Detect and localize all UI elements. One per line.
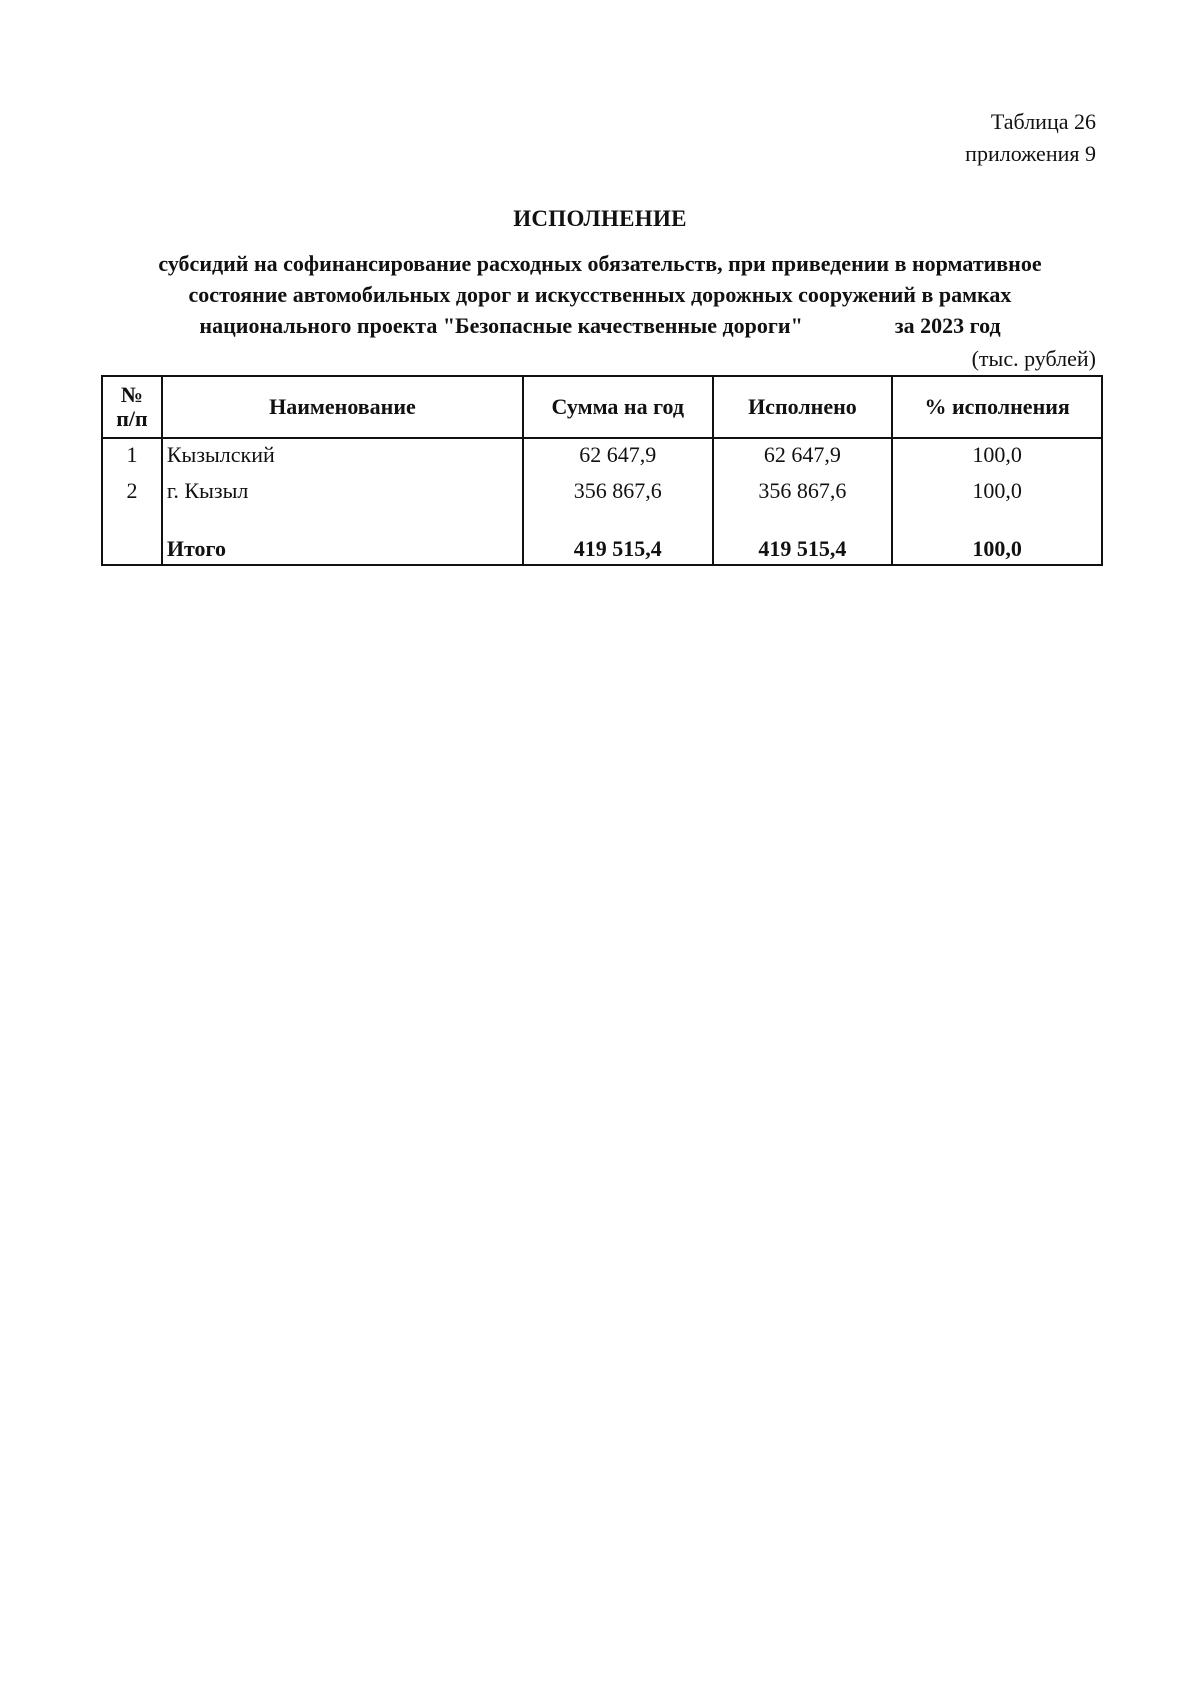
row-plan: 62 647,9 <box>523 438 713 475</box>
spacer-cell <box>523 511 713 527</box>
spacer-row <box>102 511 1102 527</box>
document-title: ИСПОЛНЕНИЕ <box>513 206 687 231</box>
header-number <box>102 376 162 438</box>
total-number <box>102 527 162 565</box>
table-body <box>102 438 1102 565</box>
execution-table <box>101 375 1103 566</box>
subtitle-line-3-wrapper <box>100 310 1100 341</box>
units-label: (тыс. рублей) <box>971 346 1096 371</box>
header-plan: Сумма на год <box>523 376 713 438</box>
document-subtitle <box>100 248 1100 341</box>
subtitle-period: за 2023 год <box>894 313 1001 338</box>
header-number-abbrev: п/п <box>116 406 148 431</box>
row-number: 2 <box>102 475 162 511</box>
total-percent: 100,0 <box>892 527 1102 565</box>
header-row <box>102 376 1102 438</box>
reference-line-1: Таблица 26 <box>990 109 1096 134</box>
row-percent: 100,0 <box>892 475 1102 511</box>
header-name: Наименование <box>162 376 523 438</box>
total-plan: 419 515,4 <box>523 527 713 565</box>
row-done: 62 647,9 <box>713 438 893 475</box>
subtitle-line-2: состояние автомобильных дорог и искусственных дорожных сооружений в рамках <box>188 282 1012 307</box>
row-number: 1 <box>102 438 162 475</box>
row-name: г. Кызыл <box>162 475 523 511</box>
header-percent: % исполнения <box>892 376 1102 438</box>
spacer-cell <box>713 511 893 527</box>
total-name: Итого <box>162 527 523 565</box>
subtitle-line-3: национального проекта "Безопасные качественные дороги" <box>199 313 803 338</box>
table-row <box>102 475 1102 511</box>
row-done: 356 867,6 <box>713 475 893 511</box>
total-done: 419 515,4 <box>713 527 893 565</box>
spacer-cell <box>162 511 523 527</box>
row-plan: 356 867,6 <box>523 475 713 511</box>
header-number-symbol: № <box>120 382 143 407</box>
header-done: Исполнено <box>713 376 893 438</box>
reference-line-2: приложения 9 <box>965 141 1096 166</box>
spacer-cell <box>102 511 162 527</box>
row-percent: 100,0 <box>892 438 1102 475</box>
total-row <box>102 527 1102 565</box>
table-row <box>102 438 1102 475</box>
subtitle-line-1: субсидий на софинансирование расходных обязательств, при приведении в нормативное <box>158 251 1042 276</box>
row-name: Кызылский <box>162 438 523 475</box>
spacer-cell <box>892 511 1102 527</box>
table-reference <box>965 106 1096 170</box>
table-header <box>102 376 1102 438</box>
